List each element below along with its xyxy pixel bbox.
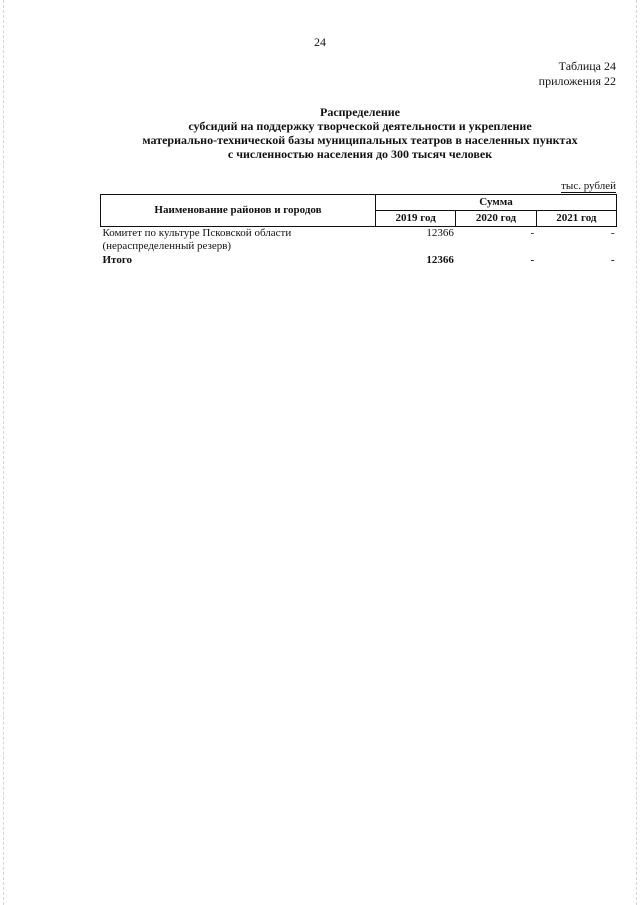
row-value-2021: - [610,227,615,239]
header-year-2021: 2021 год [536,211,616,227]
header-year-2020: 2020 год [456,211,536,227]
distribution-table [100,194,617,267]
units-label: тыс. рублей [561,180,616,192]
table-row [101,227,617,254]
table-reference [539,59,616,89]
title-line4: с численностью населения до 300 тысяч человек [227,147,493,161]
header-name: Наименование районов и городов [101,195,376,227]
total-label: Итого [102,254,133,266]
table-reference-line1: Таблица 24 [558,59,616,73]
title-line1: Распределение [319,105,401,119]
row-value-2020: - [530,227,535,239]
row-name [101,227,376,254]
table-reference-line2: приложения 22 [538,74,616,88]
total-row [101,253,617,267]
total-value-2020: - [530,254,535,266]
scan-edge-left [3,0,4,905]
total-value-2019: 12366 [426,254,454,266]
page-number: 24 [314,35,326,49]
header-year-2019: 2019 год [376,211,456,227]
row-name-line1: Комитет по культуре Псковской области [102,227,292,239]
row-name-line2: (нераспределенный резерв) [102,240,232,252]
title-line2: субсидий на поддержку творческой деятельности и укрепление [188,119,532,133]
row-value-2019: 12366 [426,227,454,239]
title-line3: материально-технической базы муниципальных театров в населенных пунктах [142,133,578,147]
document-title [60,105,640,161]
header-sum: Сумма [376,195,617,211]
total-value-2021: - [610,254,615,266]
